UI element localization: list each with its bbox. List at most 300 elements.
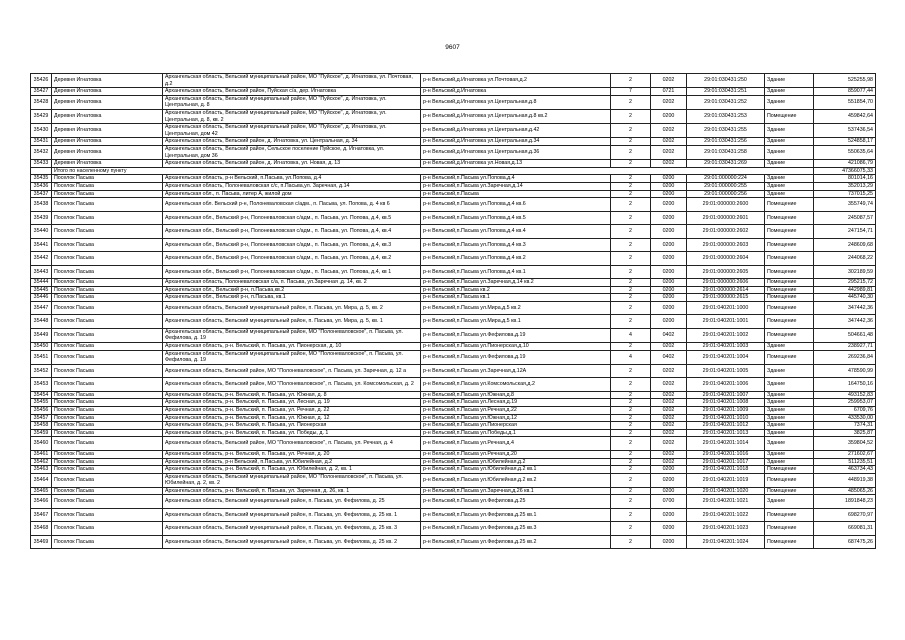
group-cell: 2 <box>611 190 651 198</box>
cadastral-value-cell: 1891848,23 <box>814 495 876 509</box>
full-address-cell: Архангельская область, р-н. Вельский, п. Пасьва, ул. Южная, д. 8 <box>163 391 421 399</box>
full-address-cell: Архангельская область, Вельский муниципальный район, п. Пасьва, ул. Мира, д. 5, кв. 1 <box>163 315 421 329</box>
short-address-cell: р-н Вельский,д.Игнатовка ул.Почтовая,д.2 <box>421 74 611 88</box>
cadastral-number-cell: 29:01:000000:2614 <box>687 286 765 294</box>
row-number-cell: 35453 <box>31 378 52 392</box>
full-address-cell: Архангельская область, Вельский муниципальный район, МО "Полоневаловское", п. Пасьва, ул. Фефилова, д. 19 <box>163 350 421 364</box>
short-address-cell: р-н Вельский,п.Пасьва ул.Победы,д.1 <box>421 429 611 437</box>
locality-cell: Поселок Пасьва <box>52 364 163 378</box>
locality-cell: Поселок Пасьва <box>52 399 163 407</box>
locality-cell: Деревня Игнатовка <box>52 95 163 109</box>
full-address-cell: Архангельская обл., Вельский р-н, п.Пасьва, кв.1 <box>163 294 421 302</box>
table-row <box>31 407 876 415</box>
code-cell: 0700 <box>651 495 687 509</box>
code-cell: 0721 <box>651 88 687 96</box>
table-row <box>31 286 876 294</box>
object-type-cell: Помещение <box>765 315 814 329</box>
object-type-cell: Помещение <box>765 508 814 522</box>
row-number-cell: 35458 <box>31 422 52 430</box>
cadastral-number-cell: 29:01:000000:2605 <box>687 265 765 279</box>
row-number-cell: 35469 <box>31 535 52 549</box>
full-address-cell: Архангельская область, Вельский муниципальный район, МО "Пуйское", д. Игнатовка, ул. Почтовая, д.2 <box>163 74 421 88</box>
cadastral-value-cell: 504661,48 <box>814 328 876 342</box>
object-type-cell: Помещение <box>765 286 814 294</box>
short-address-cell: р-н Вельский,п.Пасьва кв.2 <box>421 286 611 294</box>
locality-cell: Поселок Пасьва <box>52 391 163 399</box>
object-type-cell: Помещение <box>765 350 814 364</box>
cadastral-number-cell: 29:01:040201:1023 <box>687 522 765 536</box>
cadastral-value-cell: 801014,16 <box>814 175 876 183</box>
group-cell: 2 <box>611 458 651 466</box>
locality-cell: Поселок Пасьва <box>52 315 163 329</box>
group-cell: 2 <box>611 145 651 159</box>
group-cell: 2 <box>611 315 651 329</box>
table-row <box>31 182 876 190</box>
full-address-cell: Архангельская область, Вельский район, Пуйская с/а, дер. Игнатовка <box>163 88 421 96</box>
locality-cell: Поселок Пасьва <box>52 225 163 239</box>
code-cell: 0202 <box>651 422 687 430</box>
object-type-cell: Здание <box>765 414 814 422</box>
object-type-cell: Помещение <box>765 522 814 536</box>
locality-cell: Поселок Пасьва <box>52 378 163 392</box>
locality-cell: Поселок Пасьва <box>52 522 163 536</box>
group-cell: 2 <box>611 124 651 138</box>
full-address-cell: Архангельская область, р-н Вельский, п.Пасьва, ул.Юбилейная, д.2 <box>163 458 421 466</box>
cadastral-value-cell: 511235,51 <box>814 458 876 466</box>
table-row <box>31 238 876 252</box>
code-cell: 0200 <box>651 265 687 279</box>
full-address-cell: Архангельская область, Вельский муниципальный район, МО "Полоневаловское", п. Пасьва, ул. Фефилова, д. 19 <box>163 328 421 342</box>
group-cell: 2 <box>611 343 651 351</box>
code-cell: 0202 <box>651 364 687 378</box>
group-cell: 2 <box>611 378 651 392</box>
short-address-cell: р-н Вельский,п.Пасьва ул.Фефилова,д.25 <box>421 495 611 509</box>
group-cell: 2 <box>611 364 651 378</box>
registry-body <box>31 74 876 549</box>
cadastral-value-cell: 485065,26 <box>814 487 876 495</box>
cadastral-value-cell: 550635,64 <box>814 145 876 159</box>
object-type-cell: Помещение <box>765 294 814 302</box>
code-cell: 0202 <box>651 407 687 415</box>
short-address-cell: р-н Вельский,п.Пасьва ул.Попова,д.4 кв.4 <box>421 225 611 239</box>
row-number-cell: 35463 <box>31 466 52 474</box>
locality-cell: Деревня Игнатовка <box>52 138 163 146</box>
row-number-cell: 35452 <box>31 364 52 378</box>
cadastral-value-cell: 459842,64 <box>814 109 876 123</box>
row-number-cell: 35448 <box>31 315 52 329</box>
cadastral-number-cell: 29:01:040201:1021 <box>687 495 765 509</box>
code-cell: 0202 <box>651 437 687 451</box>
full-address-cell: Архангельская область, Вельский район, д. Игнатовка, ул. Центральная, д. 34 <box>163 138 421 146</box>
table-row <box>31 508 876 522</box>
code-cell: 0202 <box>651 458 687 466</box>
cadastral-number-cell: 29:01:040201:1008 <box>687 399 765 407</box>
cadastral-number-cell: 29:01:040201:1001 <box>687 315 765 329</box>
code-cell: 0200 <box>651 279 687 287</box>
row-number-cell: 35446 <box>31 294 52 302</box>
cadastral-number-cell: 29:01:000000:2606 <box>687 279 765 287</box>
table-row <box>31 364 876 378</box>
locality-cell: Поселок Пасьва <box>52 294 163 302</box>
locality-cell: Поселок Пасьва <box>52 343 163 351</box>
table-row <box>31 422 876 430</box>
locality-cell: Поселок Пасьва <box>52 350 163 364</box>
cadastral-value-cell: 6709,76 <box>814 407 876 415</box>
cadastral-value-cell: 238927,71 <box>814 343 876 351</box>
object-type-cell: Помещение <box>765 238 814 252</box>
table-row <box>31 429 876 437</box>
locality-cell: Деревня Игнатовка <box>52 160 163 168</box>
group-cell: 2 <box>611 522 651 536</box>
cadastral-value-cell: 347442,36 <box>814 315 876 329</box>
cadastral-number-cell: 29:01:040201:1002 <box>687 328 765 342</box>
code-cell: 0402 <box>651 350 687 364</box>
group-cell: 2 <box>611 252 651 266</box>
cadastral-number-cell: 29:01:040201:1018 <box>687 466 765 474</box>
subtotal-empty-cell <box>31 167 52 175</box>
cadastral-value-cell: 525255,98 <box>814 74 876 88</box>
short-address-cell: р-н Вельский,п.Пасьва ул.Заречная,д.12А <box>421 364 611 378</box>
row-number-cell: 35456 <box>31 407 52 415</box>
object-type-cell: Помещение <box>765 535 814 549</box>
full-address-cell: Архангельская обл., Вельский р-н, Полоневаловская с/адм., п. Пасьва, ул. Попова, д.4, кв.4 <box>163 225 421 239</box>
short-address-cell: р-н Вельский,п.Пасьва ул.Пионерская <box>421 422 611 430</box>
row-number-cell: 35431 <box>31 138 52 146</box>
cadastral-number-cell: 29:01:040201:1000 <box>687 301 765 315</box>
group-cell: 2 <box>611 211 651 225</box>
full-address-cell: Архангельская область, Вельский муниципальный район, МО "Пуйское", д. Игнатовка, ул. Центральная, дом 42 <box>163 124 421 138</box>
group-cell: 2 <box>611 414 651 422</box>
row-number-cell: 35454 <box>31 391 52 399</box>
row-number-cell: 35450 <box>31 343 52 351</box>
table-row <box>31 225 876 239</box>
object-type-cell: Здание <box>765 458 814 466</box>
cadastral-number-cell: 29:01:030431:269 <box>687 160 765 168</box>
short-address-cell: р-н Вельский,п.Пасьва ул.Лесная,д.19 <box>421 399 611 407</box>
cadastral-number-cell: 29:01:000000:2604 <box>687 252 765 266</box>
cadastral-number-cell: 29:01:040201:1005 <box>687 364 765 378</box>
table-row <box>31 301 876 315</box>
cadastral-number-cell: 29:01:030431:256 <box>687 138 765 146</box>
cadastral-value-cell: 433530,00 <box>814 414 876 422</box>
cadastral-number-cell: 29:01:000000:2601 <box>687 211 765 225</box>
cadastral-value-cell: 493152,83 <box>814 391 876 399</box>
row-number-cell: 35451 <box>31 350 52 364</box>
locality-cell: Поселок Пасьва <box>52 328 163 342</box>
table-row <box>31 160 876 168</box>
object-type-cell: Здание <box>765 378 814 392</box>
table-row <box>31 495 876 509</box>
short-address-cell: р-н Вельский,п.Пасьва ул.Фефилова,д.19 <box>421 328 611 342</box>
table-row <box>31 265 876 279</box>
locality-cell: Поселок Пасьва <box>52 407 163 415</box>
subtotal-value: 47366075,33 <box>814 167 876 175</box>
group-cell: 2 <box>611 198 651 212</box>
table-row <box>31 487 876 495</box>
code-cell: 0200 <box>651 466 687 474</box>
cadastral-value-cell: 164750,16 <box>814 378 876 392</box>
cadastral-number-cell: 29:01:040201:1024 <box>687 535 765 549</box>
object-type-cell: Здание <box>765 450 814 458</box>
group-cell: 2 <box>611 279 651 287</box>
locality-cell: Поселок Пасьва <box>52 422 163 430</box>
code-cell: 0202 <box>651 74 687 88</box>
object-type-cell: Помещение <box>765 252 814 266</box>
cadastral-number-cell: 29:01:000000:2603 <box>687 238 765 252</box>
object-type-cell: Здание <box>765 138 814 146</box>
object-type-cell: Здание <box>765 88 814 96</box>
short-address-cell: р-н Вельский,п.Пасьва ул.Фефилова,д.25 кв.2 <box>421 535 611 549</box>
table-row <box>31 88 876 96</box>
short-address-cell: р-н Вельский,п.Пасьва <box>421 190 611 198</box>
group-cell: 2 <box>611 450 651 458</box>
full-address-cell: Архангельская область, Вельский муниципальный район, п. Пасьва, ул. Мира, д. 5, кв. 2 <box>163 301 421 315</box>
short-address-cell: р-н Вельский,п.Пасьва ул.Речная,д.4 <box>421 437 611 451</box>
full-address-cell: Архангельская обл., Вельский р-н, Полоневаловская с/адм., п. Пасьва, ул. Попова, д.4, кв 1 <box>163 265 421 279</box>
code-cell: 0200 <box>651 198 687 212</box>
row-number-cell: 35443 <box>31 265 52 279</box>
table-row <box>31 294 876 302</box>
locality-cell: Поселок Пасьва <box>52 437 163 451</box>
cadastral-value-cell: 737015,25 <box>814 190 876 198</box>
short-address-cell: р-н Вельский,д.Игнатовка ул.Центральная,д.36 <box>421 145 611 159</box>
full-address-cell: Архангельская область, Вельский район, МО "Полоневаловское", п. Пасьва, ул. Комсомольская, д. 2 <box>163 378 421 392</box>
table-row <box>31 279 876 287</box>
object-type-cell: Здание <box>765 407 814 415</box>
row-number-cell: 35436 <box>31 182 52 190</box>
short-address-cell: р-н Вельский,п.Пасьва ул.Попова,д.4 кв.2 <box>421 252 611 266</box>
group-cell: 2 <box>611 407 651 415</box>
row-number-cell: 35449 <box>31 328 52 342</box>
full-address-cell: Архангельская область, р-н. Вельский, п. Пасьва, ул. Речная, д. 22 <box>163 407 421 415</box>
row-number-cell: 35464 <box>31 473 52 487</box>
cadastral-number-cell: 29:01:000000:2600 <box>687 198 765 212</box>
cadastral-number-cell: 29:01:040201:1013 <box>687 429 765 437</box>
row-number-cell: 35439 <box>31 211 52 225</box>
row-number-cell: 35430 <box>31 124 52 138</box>
code-cell: 0202 <box>651 399 687 407</box>
object-type-cell: Здание <box>765 74 814 88</box>
cadastral-value-cell: 352013,29 <box>814 182 876 190</box>
row-number-cell: 35435 <box>31 175 52 183</box>
group-cell: 2 <box>611 399 651 407</box>
cadastral-number-cell: 29:01:040201:1010 <box>687 414 765 422</box>
locality-cell: Деревня Игнатовка <box>52 109 163 123</box>
cadastral-value-cell: 302189,59 <box>814 265 876 279</box>
cadastral-value-cell: 245087,57 <box>814 211 876 225</box>
full-address-cell: Архангельская обл., Вельский р-н, Полоневаловская с/адм., п. Пасьва, ул. Попова, д.4, кв.3 <box>163 238 421 252</box>
table-row <box>31 211 876 225</box>
object-type-cell: Здание <box>765 495 814 509</box>
table-row <box>31 138 876 146</box>
cadastral-value-cell: 421086,79 <box>814 160 876 168</box>
group-cell: 2 <box>611 437 651 451</box>
cadastral-value-cell: 247154,71 <box>814 225 876 239</box>
table-row <box>31 391 876 399</box>
short-address-cell: р-н Вельский,п.Пасьва ул.Мира,д.5 кв.2 <box>421 301 611 315</box>
locality-cell: Деревня Игнатовка <box>52 74 163 88</box>
short-address-cell: р-н Вельский,п.Пасьва ул.Южная,д.12 <box>421 414 611 422</box>
cadastral-number-cell: 29:01:040201:1003 <box>687 343 765 351</box>
cadastral-number-cell: 29:01:030431:258 <box>687 145 765 159</box>
row-number-cell: 35432 <box>31 145 52 159</box>
cadastral-value-cell: 3825,87 <box>814 429 876 437</box>
cadastral-number-cell: 29:01:030431:252 <box>687 95 765 109</box>
short-address-cell: р-н Вельский,п.Пасьва ул.Пионерская,д.10 <box>421 343 611 351</box>
cadastral-value-cell: 269236,84 <box>814 350 876 364</box>
group-cell: 2 <box>611 429 651 437</box>
table-row <box>31 535 876 549</box>
object-type-cell: Помещение <box>765 279 814 287</box>
group-cell: 2 <box>611 508 651 522</box>
row-number-cell: 35460 <box>31 437 52 451</box>
row-number-cell: 35444 <box>31 279 52 287</box>
cadastral-number-cell: 29:01:040201:1014 <box>687 437 765 451</box>
full-address-cell: Архангельская область, Вельский муниципальный район, п. Пасьва, ул. Фефилова, д. 25 <box>163 495 421 509</box>
group-cell: 2 <box>611 301 651 315</box>
cadastral-number-cell: 29:01:030431:251 <box>687 88 765 96</box>
group-cell: 2 <box>611 473 651 487</box>
table-row <box>31 109 876 123</box>
locality-cell: Поселок Пасьва <box>52 466 163 474</box>
short-address-cell: р-н Вельский,п.Пасьва ул.Заречная,д.26 кв.1 <box>421 487 611 495</box>
code-cell: 0202 <box>651 343 687 351</box>
object-type-cell: Помещение <box>765 211 814 225</box>
table-row <box>31 522 876 536</box>
code-cell: 0200 <box>651 508 687 522</box>
cadastral-value-cell: 859077,44 <box>814 88 876 96</box>
locality-cell: Поселок Пасьва <box>52 535 163 549</box>
cadastral-number-cell: 29:01:040201:1012 <box>687 422 765 430</box>
object-type-cell: Здание <box>765 343 814 351</box>
short-address-cell: р-н Вельский,д.Игнатовка ул.Центральная,д.42 <box>421 124 611 138</box>
full-address-cell: Архангельская область, Вельский район, МО "Полоневаловское", п. Пасьва, ул. Заречная, д. 12 а <box>163 364 421 378</box>
full-address-cell: Архангельская область, Вельский муниципальный район, МО "Полоневаловское", п. Пасьва, ул. Юбилейная, д. 2, кв. 2 <box>163 473 421 487</box>
full-address-cell: Архангельская область, Вельский район, д. Игнатовка, ул. Новая, д. 13 <box>163 160 421 168</box>
locality-cell: Поселок Пасьва <box>52 286 163 294</box>
full-address-cell: Архангельская область, р-н. Вельский, п. Пасьва, ул. Речная, д. 20 <box>163 450 421 458</box>
short-address-cell: р-н Вельский,д.Игнатовка ул.Новая,д.13 <box>421 160 611 168</box>
object-type-cell: Здание <box>765 182 814 190</box>
locality-cell: Поселок Пасьва <box>52 190 163 198</box>
row-number-cell: 35428 <box>31 95 52 109</box>
short-address-cell: р-н Вельский,п.Пасьва ул.Попова,д.4 <box>421 175 611 183</box>
table-row <box>31 124 876 138</box>
full-address-cell: Архангельская обл., Вельский р-н, п.Пасьва,кв.2 <box>163 286 421 294</box>
cadastral-value-cell: 359804,52 <box>814 437 876 451</box>
short-address-cell: р-н Вельский,п.Пасьва ул.Фефилова,д.25 кв.3 <box>421 522 611 536</box>
row-number-cell: 35461 <box>31 450 52 458</box>
cadastral-number-cell: 29:01:040201:1017 <box>687 458 765 466</box>
group-cell: 2 <box>611 238 651 252</box>
object-type-cell: Помещение <box>765 301 814 315</box>
code-cell: 0200 <box>651 175 687 183</box>
group-cell: 2 <box>611 95 651 109</box>
object-type-cell: Помещение <box>765 225 814 239</box>
row-number-cell: 35455 <box>31 399 52 407</box>
object-type-cell: Здание <box>765 399 814 407</box>
cadastral-value-cell: 271602,67 <box>814 450 876 458</box>
group-cell: 2 <box>611 225 651 239</box>
cadastral-value-cell: 347442,36 <box>814 301 876 315</box>
table-row <box>31 378 876 392</box>
short-address-cell: р-н Вельский,п.Пасьва ул.Попова,д.4 кв.5 <box>421 211 611 225</box>
object-type-cell: Здание <box>765 437 814 451</box>
table-row <box>31 343 876 351</box>
locality-cell: Поселок Пасьва <box>52 182 163 190</box>
locality-cell: Поселок Пасьва <box>52 252 163 266</box>
table-row <box>31 145 876 159</box>
cadastral-value-cell: 463734,43 <box>814 466 876 474</box>
table-row <box>31 399 876 407</box>
locality-cell: Поселок Пасьва <box>52 508 163 522</box>
group-cell: 2 <box>611 422 651 430</box>
row-number-cell: 35426 <box>31 74 52 88</box>
full-address-cell: Архангельская обл., Вельский р-н, Полоневаловская с/адм., п. Пасьва, ул. Попова, д.4, кв.5 <box>163 211 421 225</box>
cadastral-value-cell: 551854,70 <box>814 95 876 109</box>
cadastral-number-cell: 29:01:040201:1019 <box>687 473 765 487</box>
table-row <box>31 473 876 487</box>
cadastral-number-cell: 29:01:030431:255 <box>687 124 765 138</box>
code-cell: 0200 <box>651 238 687 252</box>
locality-cell: Поселок Пасьва <box>52 458 163 466</box>
table-row <box>31 450 876 458</box>
group-cell: 4 <box>611 350 651 364</box>
object-type-cell: Помещение <box>765 109 814 123</box>
table-row <box>31 175 876 183</box>
group-cell: 7 <box>611 88 651 96</box>
table-row <box>31 437 876 451</box>
cadastral-value-cell: 448919,38 <box>814 473 876 487</box>
group-cell: 2 <box>611 138 651 146</box>
cadastral-value-cell: 244068,22 <box>814 252 876 266</box>
row-number-cell: 35467 <box>31 508 52 522</box>
code-cell: 0200 <box>651 211 687 225</box>
locality-cell: Деревня Игнатовка <box>52 124 163 138</box>
table-row <box>31 95 876 109</box>
short-address-cell: р-н Вельский,п.Пасьва ул.Юбилейная,д.2 кв.2 <box>421 473 611 487</box>
group-cell: 2 <box>611 160 651 168</box>
group-cell: 2 <box>611 265 651 279</box>
cadastral-number-cell: 29:01:000000:255 <box>687 182 765 190</box>
locality-cell: Поселок Пасьва <box>52 301 163 315</box>
code-cell: 0200 <box>651 286 687 294</box>
short-address-cell: р-н Вельский,п.Пасьва кв.1 <box>421 294 611 302</box>
code-cell: 0200 <box>651 315 687 329</box>
cadastral-value-cell: 537436,54 <box>814 124 876 138</box>
code-cell: 0202 <box>651 138 687 146</box>
group-cell: 2 <box>611 175 651 183</box>
cadastral-number-cell: 29:01:040201:1006 <box>687 378 765 392</box>
code-cell: 0200 <box>651 535 687 549</box>
cadastral-value-cell: 442989,81 <box>814 286 876 294</box>
table-row <box>31 458 876 466</box>
cadastral-value-cell: 355749,74 <box>814 198 876 212</box>
code-cell: 0202 <box>651 429 687 437</box>
row-number-cell: 35427 <box>31 88 52 96</box>
full-address-cell: Архангельская область, Вельский муниципальный район, п. Пасьва, ул. Фефилова, д. 25 кв. 2 <box>163 535 421 549</box>
short-address-cell: р-н Вельский,п.Пасьва ул.Речная,д.20 <box>421 450 611 458</box>
locality-cell: Поселок Пасьва <box>52 473 163 487</box>
short-address-cell: р-н Вельский,п.Пасьва ул.Заречная,д.14 <box>421 182 611 190</box>
short-address-cell: р-н Вельский,п.Пасьва ул.Попова,д.4 кв.1 <box>421 265 611 279</box>
row-number-cell: 35459 <box>31 429 52 437</box>
code-cell: 0202 <box>651 414 687 422</box>
full-address-cell: Архангельская область, Вельский муниципальный район, п. Пасьва, ул. Фефилова, д. 25 кв. 3 <box>163 522 421 536</box>
object-type-cell: Помещение <box>765 473 814 487</box>
group-cell: 2 <box>611 294 651 302</box>
short-address-cell: р-н Вельский,п.Пасьва ул.Юбилейная,д.2 кв.1 <box>421 466 611 474</box>
